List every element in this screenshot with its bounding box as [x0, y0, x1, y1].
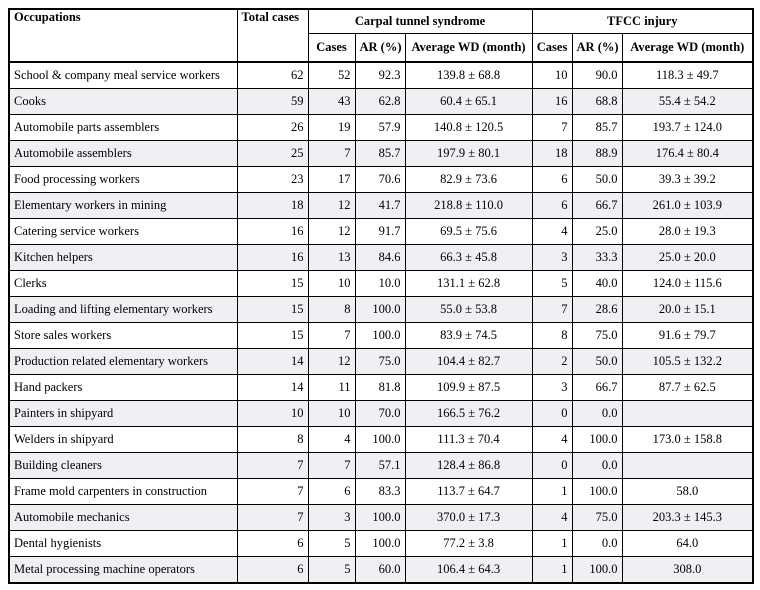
cell-cts-ar: 75.0: [355, 349, 405, 375]
cell-cts-avg-wd: 109.9 ± 87.5: [405, 375, 532, 401]
cell-tfcc-avg-wd: 25.0 ± 20.0: [622, 245, 753, 271]
cell-tfcc-ar: 90.0: [572, 62, 622, 89]
cell-tfcc-cases: 0: [532, 401, 572, 427]
cell-tfcc-ar: 50.0: [572, 167, 622, 193]
cell-tfcc-ar: 75.0: [572, 323, 622, 349]
cell-tfcc-ar: 25.0: [572, 219, 622, 245]
table-row: [9, 479, 753, 505]
cell-total-cases: 59: [237, 89, 308, 115]
cell-tfcc-avg-wd: 64.0: [622, 531, 753, 557]
cell-total-cases: 18: [237, 193, 308, 219]
cell-occupation: Loading and lifting elementary workers: [9, 297, 237, 323]
cell-tfcc-avg-wd: 176.4 ± 80.4: [622, 141, 753, 167]
cell-cts-avg-wd: 77.2 ± 3.8: [405, 531, 532, 557]
table-row: [9, 401, 753, 427]
cell-tfcc-ar: 0.0: [572, 401, 622, 427]
cell-tfcc-ar: 0.0: [572, 531, 622, 557]
cell-cts-cases: 5: [308, 531, 355, 557]
cell-tfcc-ar: 68.8: [572, 89, 622, 115]
cell-cts-avg-wd: 166.5 ± 76.2: [405, 401, 532, 427]
cell-cts-avg-wd: 66.3 ± 45.8: [405, 245, 532, 271]
cell-cts-cases: 7: [308, 323, 355, 349]
cell-cts-avg-wd: 106.4 ± 64.3: [405, 557, 532, 584]
cell-tfcc-cases: 8: [532, 323, 572, 349]
cell-tfcc-ar: 33.3: [572, 245, 622, 271]
header-tfcc-ar: AR (%): [572, 34, 622, 63]
cell-tfcc-cases: 2: [532, 349, 572, 375]
cell-occupation: Production related elementary workers: [9, 349, 237, 375]
cell-cts-avg-wd: 82.9 ± 73.6: [405, 167, 532, 193]
cell-tfcc-avg-wd: 261.0 ± 103.9: [622, 193, 753, 219]
cell-total-cases: 7: [237, 453, 308, 479]
cell-cts-ar: 84.6: [355, 245, 405, 271]
cell-occupation: Cooks: [9, 89, 237, 115]
cell-tfcc-ar: 100.0: [572, 479, 622, 505]
cell-cts-avg-wd: 60.4 ± 65.1: [405, 89, 532, 115]
cell-occupation: Food processing workers: [9, 167, 237, 193]
cell-tfcc-avg-wd: [622, 453, 753, 479]
cell-tfcc-cases: 6: [532, 167, 572, 193]
table-row: [9, 271, 753, 297]
cell-total-cases: 62: [237, 62, 308, 89]
cell-total-cases: 25: [237, 141, 308, 167]
header-tfcc-injury: TFCC injury: [532, 9, 753, 34]
cell-total-cases: 16: [237, 245, 308, 271]
cell-tfcc-ar: 50.0: [572, 349, 622, 375]
cell-tfcc-avg-wd: 39.3 ± 39.2: [622, 167, 753, 193]
cell-occupation: Dental hygienists: [9, 531, 237, 557]
cell-occupation: Automobile parts assemblers: [9, 115, 237, 141]
cell-total-cases: 14: [237, 375, 308, 401]
cell-tfcc-avg-wd: 173.0 ± 158.8: [622, 427, 753, 453]
header-cts-cases: Cases: [308, 34, 355, 63]
table-row: [9, 375, 753, 401]
cell-cts-avg-wd: 69.5 ± 75.6: [405, 219, 532, 245]
cell-cts-cases: 43: [308, 89, 355, 115]
cell-tfcc-cases: 4: [532, 219, 572, 245]
header-occupations: Occupations: [9, 9, 237, 62]
cell-tfcc-ar: 66.7: [572, 375, 622, 401]
table-row: [9, 219, 753, 245]
cell-cts-avg-wd: 55.0 ± 53.8: [405, 297, 532, 323]
cell-cts-cases: 7: [308, 141, 355, 167]
cell-tfcc-cases: 3: [532, 375, 572, 401]
cell-tfcc-avg-wd: 87.7 ± 62.5: [622, 375, 753, 401]
cell-cts-ar: 57.9: [355, 115, 405, 141]
cell-cts-cases: 11: [308, 375, 355, 401]
cell-cts-cases: 12: [308, 193, 355, 219]
cell-tfcc-avg-wd: 91.6 ± 79.7: [622, 323, 753, 349]
table-row: [9, 453, 753, 479]
cell-total-cases: 7: [237, 479, 308, 505]
header-cts-ar: AR (%): [355, 34, 405, 63]
cell-cts-cases: 13: [308, 245, 355, 271]
cell-tfcc-avg-wd: 20.0 ± 15.1: [622, 297, 753, 323]
cell-tfcc-cases: 6: [532, 193, 572, 219]
cell-tfcc-cases: 7: [532, 115, 572, 141]
cell-tfcc-cases: 0: [532, 453, 572, 479]
cell-cts-avg-wd: 83.9 ± 74.5: [405, 323, 532, 349]
table-row: [9, 167, 753, 193]
cell-occupation: Automobile mechanics: [9, 505, 237, 531]
cell-cts-cases: 10: [308, 271, 355, 297]
cell-cts-avg-wd: 140.8 ± 120.5: [405, 115, 532, 141]
cell-total-cases: 26: [237, 115, 308, 141]
cell-cts-ar: 41.7: [355, 193, 405, 219]
cell-cts-ar: 83.3: [355, 479, 405, 505]
cell-cts-cases: 17: [308, 167, 355, 193]
table-row: [9, 505, 753, 531]
table-row: [9, 115, 753, 141]
cell-occupation: School & company meal service workers: [9, 62, 237, 89]
cell-tfcc-ar: 100.0: [572, 557, 622, 584]
header-tfcc-avg-wd: Average WD (month): [622, 34, 753, 63]
cell-tfcc-avg-wd: 193.7 ± 124.0: [622, 115, 753, 141]
table-row: [9, 297, 753, 323]
cell-occupation: Building cleaners: [9, 453, 237, 479]
table-row: [9, 62, 753, 89]
cell-tfcc-avg-wd: 55.4 ± 54.2: [622, 89, 753, 115]
cell-total-cases: 15: [237, 271, 308, 297]
cell-cts-ar: 81.8: [355, 375, 405, 401]
cell-cts-ar: 91.7: [355, 219, 405, 245]
cell-cts-avg-wd: 131.1 ± 62.8: [405, 271, 532, 297]
cell-tfcc-avg-wd: 124.0 ± 115.6: [622, 271, 753, 297]
table-body: [9, 62, 753, 583]
cell-cts-avg-wd: 111.3 ± 70.4: [405, 427, 532, 453]
table-row: [9, 245, 753, 271]
cell-cts-ar: 10.0: [355, 271, 405, 297]
cell-tfcc-ar: 85.7: [572, 115, 622, 141]
cell-cts-ar: 62.8: [355, 89, 405, 115]
table-row: [9, 531, 753, 557]
cell-tfcc-cases: 1: [532, 557, 572, 584]
cell-cts-ar: 100.0: [355, 323, 405, 349]
cell-occupation: Frame mold carpenters in construction: [9, 479, 237, 505]
cell-cts-ar: 100.0: [355, 531, 405, 557]
header-carpal-tunnel-syndrome: Carpal tunnel syndrome: [308, 9, 532, 34]
cell-occupation: Automobile assemblers: [9, 141, 237, 167]
cell-tfcc-ar: 100.0: [572, 427, 622, 453]
cell-tfcc-cases: 4: [532, 427, 572, 453]
cell-cts-cases: 6: [308, 479, 355, 505]
cell-cts-cases: 7: [308, 453, 355, 479]
cell-occupation: Metal processing machine operators: [9, 557, 237, 584]
table-row: [9, 141, 753, 167]
cell-total-cases: 23: [237, 167, 308, 193]
cell-cts-ar: 60.0: [355, 557, 405, 584]
cell-total-cases: 15: [237, 323, 308, 349]
cell-cts-avg-wd: 128.4 ± 86.8: [405, 453, 532, 479]
cell-cts-ar: 100.0: [355, 297, 405, 323]
cell-occupation: Hand packers: [9, 375, 237, 401]
cell-cts-avg-wd: 218.8 ± 110.0: [405, 193, 532, 219]
cell-total-cases: 14: [237, 349, 308, 375]
cell-cts-cases: 52: [308, 62, 355, 89]
cell-tfcc-ar: 40.0: [572, 271, 622, 297]
cell-tfcc-avg-wd: 308.0: [622, 557, 753, 584]
cell-cts-cases: 5: [308, 557, 355, 584]
cell-tfcc-cases: 4: [532, 505, 572, 531]
cell-tfcc-cases: 3: [532, 245, 572, 271]
cell-cts-avg-wd: 197.9 ± 80.1: [405, 141, 532, 167]
cell-cts-avg-wd: 113.7 ± 64.7: [405, 479, 532, 505]
cell-occupation: Kitchen helpers: [9, 245, 237, 271]
cell-cts-cases: 4: [308, 427, 355, 453]
cell-cts-ar: 92.3: [355, 62, 405, 89]
occupations-table: [8, 8, 754, 584]
cell-cts-ar: 57.1: [355, 453, 405, 479]
cell-occupation: Welders in shipyard: [9, 427, 237, 453]
cell-occupation: Store sales workers: [9, 323, 237, 349]
cell-tfcc-ar: 88.9: [572, 141, 622, 167]
cell-cts-avg-wd: 104.4 ± 82.7: [405, 349, 532, 375]
cell-tfcc-avg-wd: 58.0: [622, 479, 753, 505]
table-header: [9, 9, 753, 62]
cell-cts-cases: 10: [308, 401, 355, 427]
table-row: [9, 557, 753, 584]
cell-cts-ar: 100.0: [355, 427, 405, 453]
cell-tfcc-cases: 10: [532, 62, 572, 89]
cell-cts-cases: 8: [308, 297, 355, 323]
cell-cts-avg-wd: 139.8 ± 68.8: [405, 62, 532, 89]
cell-tfcc-cases: 1: [532, 479, 572, 505]
cell-occupation: Clerks: [9, 271, 237, 297]
cell-tfcc-avg-wd: 28.0 ± 19.3: [622, 219, 753, 245]
cell-tfcc-ar: 28.6: [572, 297, 622, 323]
cell-tfcc-avg-wd: [622, 401, 753, 427]
table-row: [9, 427, 753, 453]
cell-cts-cases: 12: [308, 349, 355, 375]
cell-tfcc-cases: 5: [532, 271, 572, 297]
cell-tfcc-cases: 7: [532, 297, 572, 323]
cell-total-cases: 6: [237, 531, 308, 557]
header-tfcc-cases: Cases: [532, 34, 572, 63]
cell-total-cases: 16: [237, 219, 308, 245]
cell-total-cases: 6: [237, 557, 308, 584]
cell-tfcc-ar: 0.0: [572, 453, 622, 479]
table-row: [9, 349, 753, 375]
cell-cts-avg-wd: 370.0 ± 17.3: [405, 505, 532, 531]
table-row: [9, 323, 753, 349]
cell-cts-ar: 85.7: [355, 141, 405, 167]
cell-tfcc-cases: 18: [532, 141, 572, 167]
cell-cts-cases: 12: [308, 219, 355, 245]
cell-occupation: Elementary workers in mining: [9, 193, 237, 219]
table-row: [9, 193, 753, 219]
cell-total-cases: 7: [237, 505, 308, 531]
cell-tfcc-ar: 75.0: [572, 505, 622, 531]
cell-total-cases: 15: [237, 297, 308, 323]
cell-occupation: Painters in shipyard: [9, 401, 237, 427]
cell-tfcc-avg-wd: 105.5 ± 132.2: [622, 349, 753, 375]
table-row: [9, 89, 753, 115]
cell-cts-ar: 70.0: [355, 401, 405, 427]
cell-cts-ar: 70.6: [355, 167, 405, 193]
cell-cts-ar: 100.0: [355, 505, 405, 531]
cell-tfcc-cases: 1: [532, 531, 572, 557]
cell-tfcc-avg-wd: 118.3 ± 49.7: [622, 62, 753, 89]
header-total-cases: Total cases: [237, 9, 308, 62]
cell-tfcc-avg-wd: 203.3 ± 145.3: [622, 505, 753, 531]
cell-tfcc-ar: 66.7: [572, 193, 622, 219]
cell-total-cases: 8: [237, 427, 308, 453]
cell-cts-cases: 3: [308, 505, 355, 531]
cell-tfcc-cases: 16: [532, 89, 572, 115]
header-cts-avg-wd: Average WD (month): [405, 34, 532, 63]
cell-cts-cases: 19: [308, 115, 355, 141]
cell-total-cases: 10: [237, 401, 308, 427]
cell-occupation: Catering service workers: [9, 219, 237, 245]
